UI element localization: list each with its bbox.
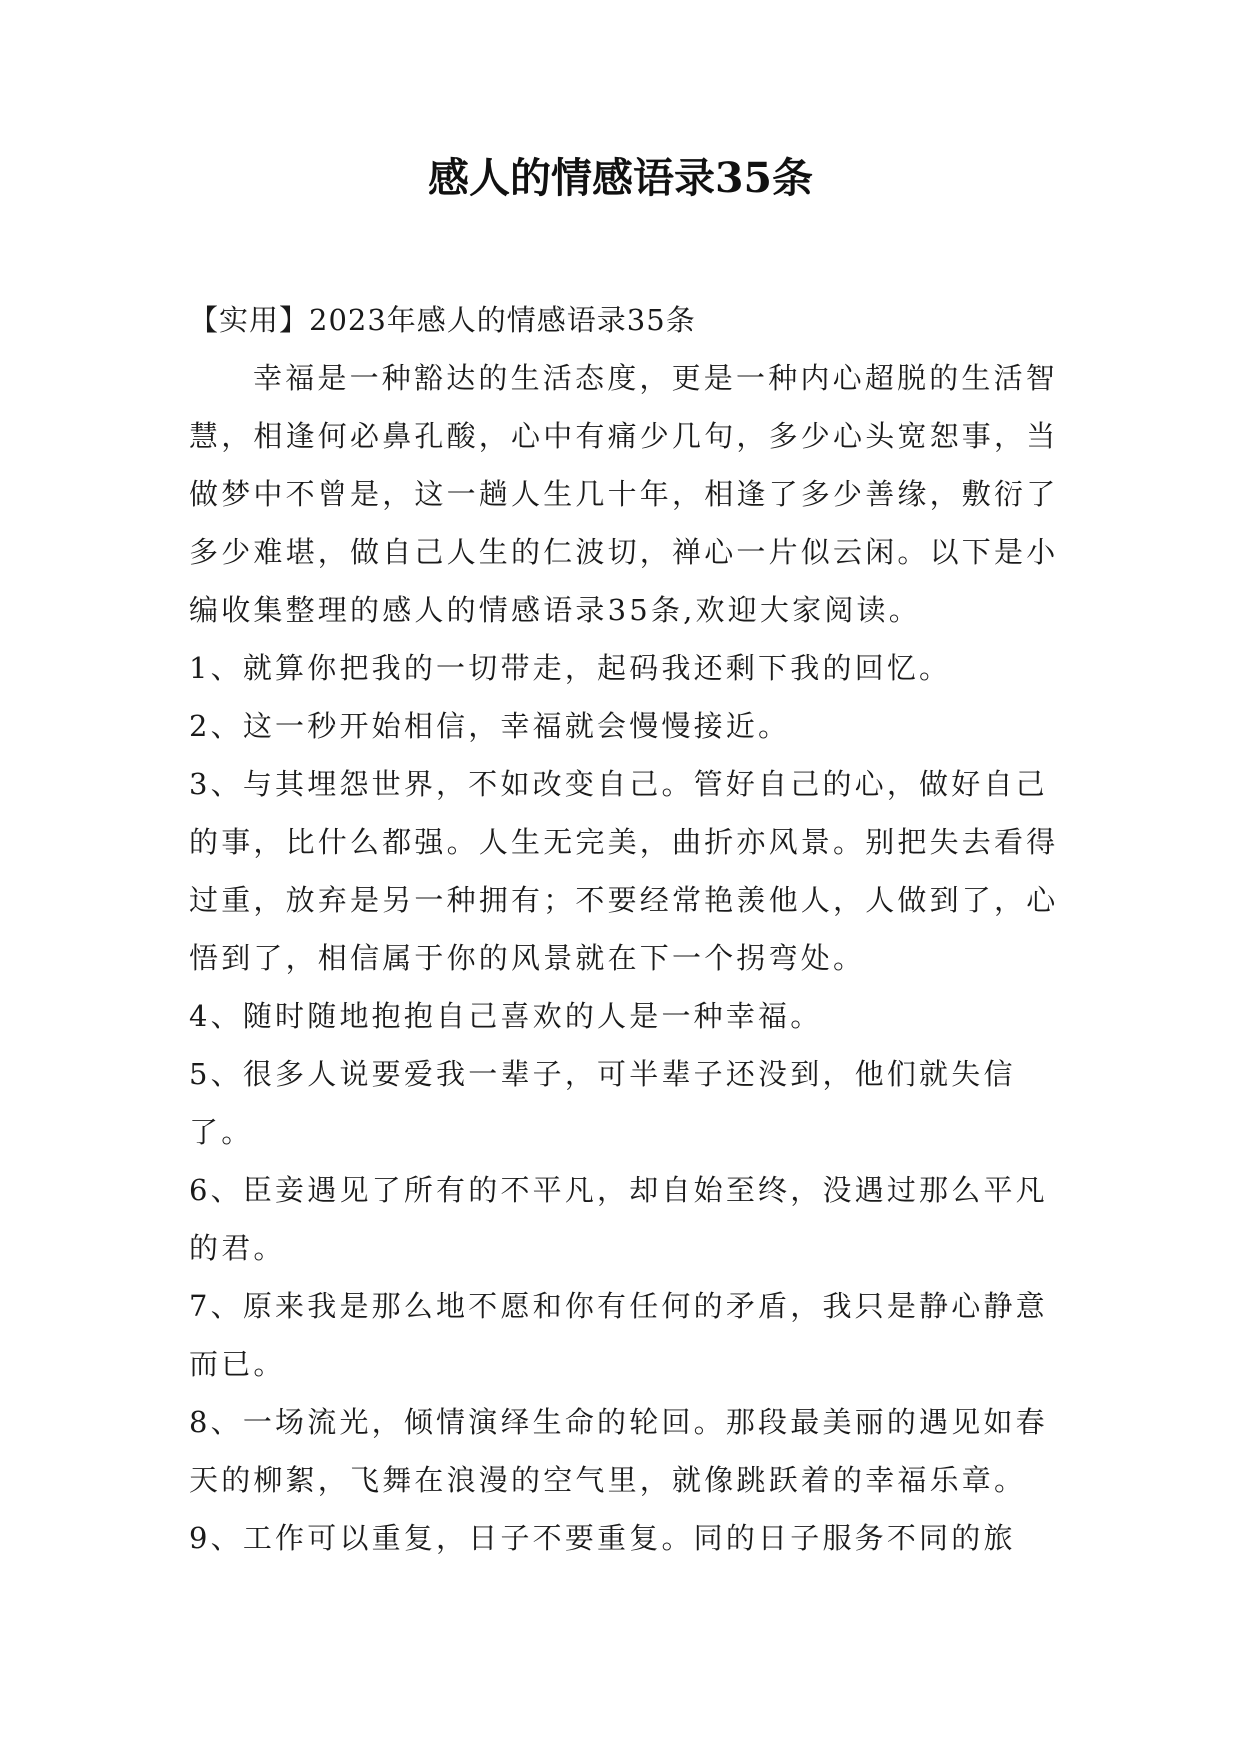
quote-item-2: 2、这一秒开始相信，幸福就会慢慢接近。 — [189, 709, 791, 743]
intro-paragraph: 幸福是一种豁达的生活态度，更是一种内心超脱的生活智慧，相逢何必鼻孔酸，心中有痛少几句，多少心头宽恕事，当做梦中不曾是，这一趟人生几十年，相逢了多少善缘，敷衍了多少难堪，做自己人生的仁波切，禅心一片似云闲。以下是小编收集整理的感人的情感语录35条,欢迎大家阅读。 — [189, 361, 1059, 627]
document-subtitle: 【实用】2023年感人的情感语录35条 — [189, 303, 696, 337]
quote-item-1: 1、就算你把我的一切带走，起码我还剩下我的回忆。 — [189, 651, 952, 685]
quote-item-6: 6、臣妾遇见了所有的不平凡，却自始至终，没遇过那么平凡的君。 — [189, 1173, 1048, 1265]
quote-item-3: 3、与其埋怨世界，不如改变自己。管好自己的心，做好自己的事，比什么都强。人生无完美，曲折亦风景。别把失去看得过重，放弃是另一种拥有；不要经常艳羡他人，人做到了，心悟到了，相信属于你的风景就在下一个拐弯处。 — [189, 767, 1059, 975]
quote-item-9: 9、工作可以重复，日子不要重复。同的日子服务不同的旅 — [189, 1521, 1016, 1555]
document-title: 感人的情感语录35条 — [427, 154, 814, 202]
quote-item-5: 5、很多人说要爱我一辈子，可半辈子还没到，他们就失信了。 — [189, 1057, 1016, 1149]
document-body — [189, 291, 1069, 1567]
quote-item-7: 7、原来我是那么地不愿和你有任何的矛盾，我只是静心静意而已。 — [189, 1289, 1048, 1381]
quote-item-4: 4、随时随地抱抱自己喜欢的人是一种幸福。 — [189, 999, 823, 1033]
quote-item-8: 8、一场流光，倾情演绎生命的轮回。那段最美丽的遇见如春天的柳絮，飞舞在浪漫的空气里，就像跳跃着的幸福乐章。 — [189, 1405, 1048, 1497]
